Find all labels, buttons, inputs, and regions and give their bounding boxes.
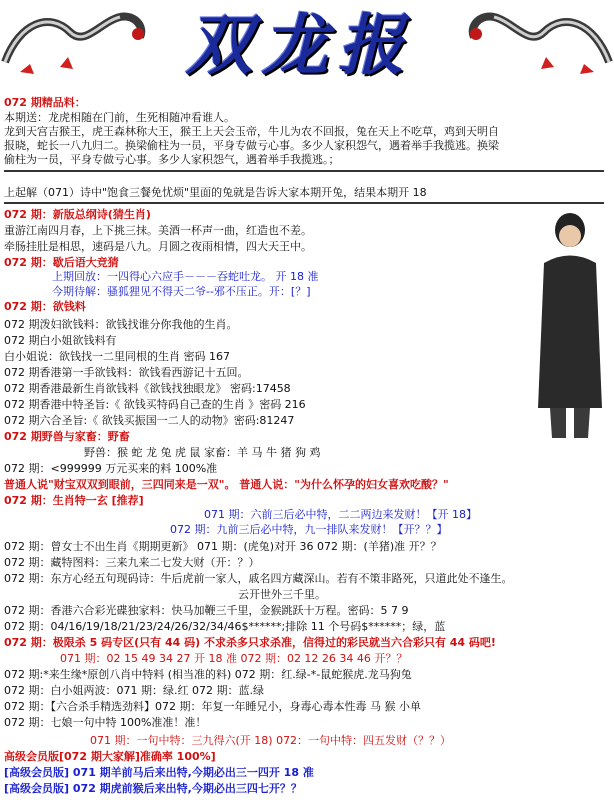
text-line: 野兽：猴 蛇 龙 兔 虎 鼠 家畜：羊 马 牛 猪 狗 鸡 [84,446,321,459]
text-line: 偷柱为一员，平身专做亏心事。多少人家积怨气，遇着举手我揽逃。； [4,153,340,166]
text-line: 072 期：04/16/19/18/21/23/24/26/32/34/46$******;排除 11 个号码$******；绿，蓝 [4,620,446,633]
separator [4,170,604,172]
text-line: 报晓，蛇长一八九归二。换梁偷柱为一员，平身专做亏心事。多少人家积怨气，遇着举手我揽逃。换梁 [4,139,499,152]
text-line: [高级会员版] 071 期羊前马后来出特,今期必出三一四开 18 准 [4,766,314,779]
text-line: 上起解（071）诗中"饱食三餐免忧烦"里面的兔就是告诉大家本期开兔，结果本期开 18 [4,186,427,199]
text-line: 072 期精品料： [4,96,86,109]
text-line: 072 期：白小姐两波：071 期：绿.红 072 期：蓝.绿 [4,684,264,697]
text-line: 重游江南四月春，上下挑三抹。美酒一杯声一曲，红造也不差。 [4,224,312,237]
text-line: 072 期：七娘一句中特 100%准准！准！ [4,716,207,729]
text-line: 072 期：新版总纲诗(猜生肖) [4,208,151,221]
text-line: 071 期：六前三后必中特，二二两边来发财！【开 18】 [204,508,477,521]
text-line: 本期送：龙虎相随在门前，生死相随冲看谁人。 [4,111,235,124]
text-line: 072 期：九前三后必中特，九一排队来发财！【开？？】 [170,523,448,536]
person-illustration [530,208,608,440]
text-line: 072 期野兽与家畜：野畜 [4,430,130,443]
text-line: 071 期：02 15 49 34 27 开 18 准 072 期：02 12 26 34 46 开？？ [60,652,408,665]
text-line: 072 期：东方心经五句现码诗：牛后虎前一家人，戚名四方藏深山。若有不策非路死，只道此处不逢生。 [4,572,513,585]
text-line: 072 期：曾女士不出生肖《期期更新》 071 期：(虎兔)对开 36 072 期：(羊猪)准 开？？ [4,540,442,553]
dragon-right-image [464,2,614,84]
text-line: 072 期六合圣旨:《 欲钱买振国一二人的动物》密码:81247 [4,414,295,427]
page-title: 双龙报 [186,6,414,84]
header [0,0,614,92]
text-line: 072 期:*来生缘*原创八肖中特料 (相当准的料) 072 期：红.绿-*-鼠蛇猴虎.龙马狗兔 [4,668,412,681]
text-line: 071 期：一句中特：三九得六(开 18) 072：一句中特：四五发财（？？） [90,734,452,747]
text-line: 今期待解：骚狐狸见不得天二爷--邪不压正。开：[？] [52,285,311,298]
text-line: [高级会员版] 072 期虎前猴后来出特,今期必出三四七开？？ [4,782,302,795]
text-line: 072 期香港中特圣旨:《 欲钱买特码自己查的生肖 》密码 216 [4,398,306,411]
text-line: 龙到天宫吉猴王，虎王森林称大王，猴王上天会玉帝，牛儿为农不回报，兔在天上不吃草，鸡到天明自 [4,125,499,138]
text-line: 072 期：歇后语大竞猜 [4,256,119,269]
separator [4,202,604,204]
text-line: 072 期：<999999 万元买来的料 100%准 [4,462,218,475]
text-line: 072 期：欲钱料 [4,300,86,313]
text-line: 072 期：极限杀 5 码专区(只有 44 码) 不求杀多只求杀准，信得过的彩民就当六合彩只有 44 码吧! [4,636,496,649]
text-line: 072 期泼妇欲钱料：欲钱找谁分你我他的生肖。 [4,318,238,331]
text-line: 072 期香港第一手欲钱料：欲钱看西游记十五回。 [4,366,249,379]
text-line: 云开世外三千里。 [238,588,326,601]
text-line: 072 期：【六合杀手精选劲料】072 期：年复一年睡兄小，身毒心毒本性毒 马 猴 小单 [4,700,421,713]
text-line: 牵肠挂肚是相思，速码是八九。月圆之夜雨相情，四大天王中。 [4,240,312,253]
text-line: 白小姐说：欲钱找一二里同根的生肖 密码 167 [4,350,230,363]
text-line: 072 期白小姐欲钱料有 [4,334,117,347]
text-line: 072 期：生肖特一玄 [推荐] [4,494,144,507]
text-line: 072 期：香港六合彩光碟独家料：快马加鞭三千里，金猴跳跃十万程。密码：5 7 9 [4,604,409,617]
text-line: 高级会员版[072 期大家解]准确率 100%] [4,750,216,763]
text-line: 072 期香港最新生肖欲钱料《欲钱找独眼龙》 密码:17458 [4,382,291,395]
text-line: 072 期：藏特图料：三来九来二七发大财（开：？） [4,556,260,569]
text-line: 上期回放：一四得心六应手－－－吞蛇吐龙。 开 18 准 [52,270,319,283]
dragon-left-image [0,2,150,84]
text-line: 普通人说"财宝双双到眼前，三四同来是一双"。 普通人说："为什么怀孕的妇女喜欢吃酸？" [4,478,449,491]
